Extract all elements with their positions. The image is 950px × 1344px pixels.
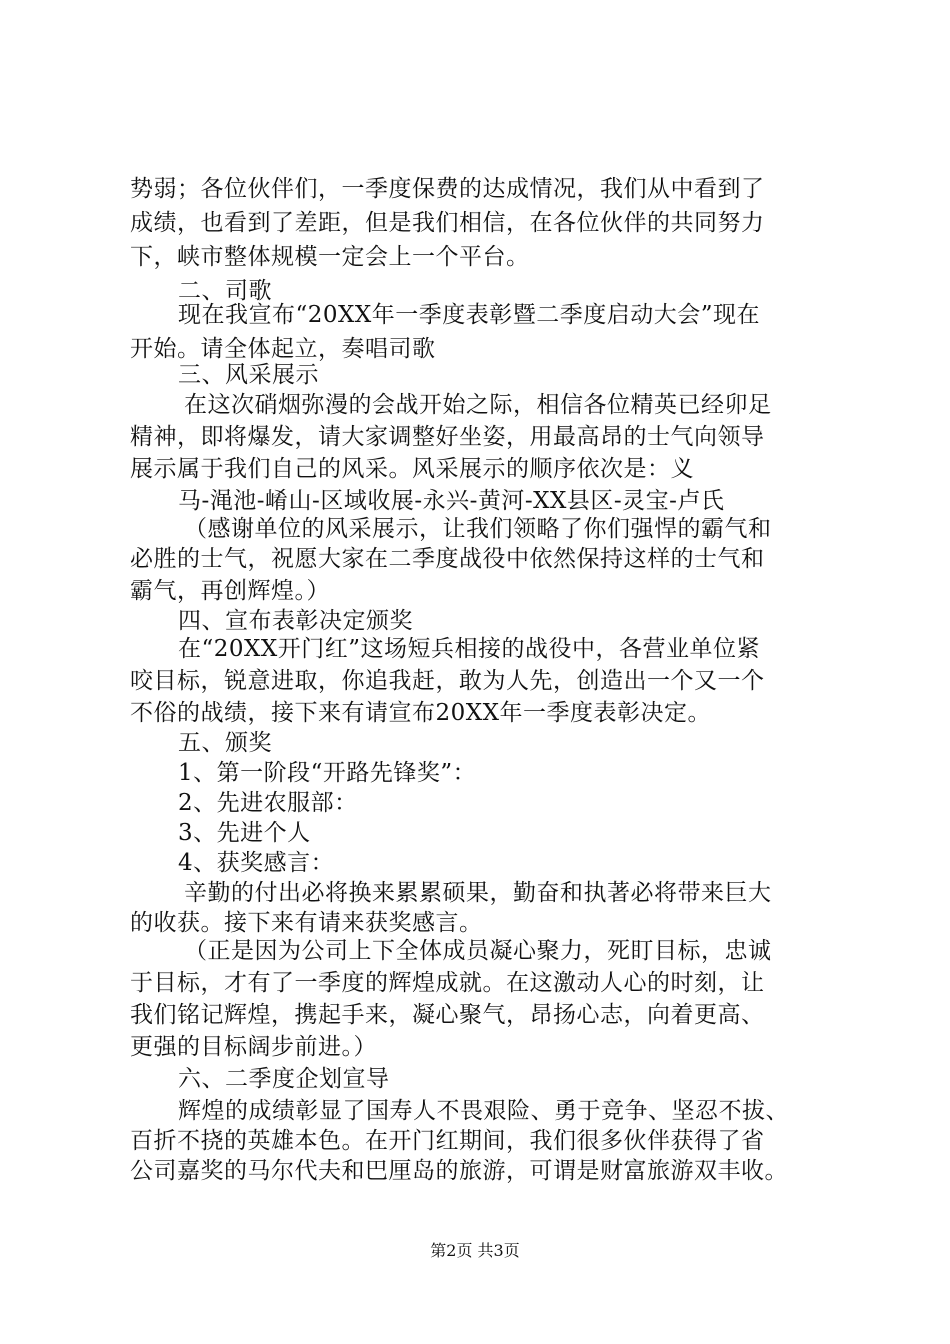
section-heading: 二、司歌 — [178, 278, 272, 304]
section-heading: 四、宣布表彰决定颁奖 — [178, 608, 413, 634]
text-line: 不俗的战绩，接下来有请宣布20XX年一季度表彰决定。 — [130, 700, 712, 726]
text-line: （正是因为公司上下全体成员凝心聚力，死盯目标，忠诚 — [184, 938, 772, 964]
list-item: 4、获奖感言： — [178, 850, 335, 876]
text-line: 精神，即将爆发，请大家调整好坐姿，用最高昂的士气向领导 — [130, 424, 765, 450]
text-line: 霸气，再创辉煌。） — [130, 578, 330, 604]
section-heading: 五、颁奖 — [178, 730, 272, 756]
section-heading: 三、风采展示 — [178, 362, 319, 388]
text-line: 在这次硝烟弥漫的会战开始之际，相信各位精英已经卯足 — [184, 392, 772, 418]
text-line: 更强的目标阔步前进。） — [130, 1034, 377, 1060]
text-line: 我们铭记辉煌，携起手来，凝心聚气，昂扬心志，向着更高、 — [130, 1002, 765, 1028]
text-line: 马-渑池-崤山-区域收展-永兴-黄河-XX县区-灵宝-卢氏 — [178, 488, 725, 514]
text-line: 展示属于我们自己的风采。风采展示的顺序依次是：义 — [130, 456, 694, 482]
text-line: 辉煌的成绩彰显了国寿人不畏艰险、勇于竞争、坚忍不拔、 — [178, 1098, 789, 1124]
text-line: 必胜的士气，祝愿大家在二季度战役中依然保持这样的士气和 — [130, 546, 765, 572]
page-footer: 第2页 共3页 — [430, 1241, 520, 1260]
text-line: （感谢单位的风采展示，让我们领略了你们强悍的霸气和 — [184, 516, 772, 542]
text-line: 下，峡市整体规模一定会上一个平台。 — [130, 244, 530, 270]
text-line: 成绩，也看到了差距，但是我们相信，在各位伙伴的共同努力 — [130, 210, 765, 236]
text-line: 于目标，才有了一季度的辉煌成就。在这激动人心的时刻，让 — [130, 970, 765, 996]
text-line: 咬目标，锐意进取，你追我赶，敢为人先，创造出一个又一个 — [130, 668, 765, 694]
text-line: 百折不挠的英雄本色。在开门红期间，我们很多伙伴获得了省 — [130, 1128, 765, 1154]
list-item: 2、先进农服部： — [178, 790, 358, 816]
text-line: 的收获。接下来有请来获奖感言。 — [130, 910, 483, 936]
text-line: 开始。请全体起立，奏唱司歌 — [130, 336, 436, 362]
list-item: 1、第一阶段“开路先锋奖”： — [178, 760, 477, 786]
text-line: 公司嘉奖的马尔代夫和巴厘岛的旅游，可谓是财富旅游双丰收。 — [130, 1158, 788, 1184]
list-item: 3、先进个人 — [178, 820, 311, 846]
section-heading: 六、二季度企划宣导 — [178, 1066, 390, 1092]
text-line: 现在我宣布“20XX年一季度表彰暨二季度启动大会”现在 — [178, 302, 761, 328]
text-line: 势弱；各位伙伴们，一季度保费的达成情况，我们从中看到了 — [130, 176, 765, 202]
text-line: 辛勤的付出必将换来累累硕果，勤奋和执著必将带来巨大 — [184, 880, 772, 906]
text-line: 在“20XX开门红”这场短兵相接的战役中，各营业单位紧 — [178, 636, 761, 662]
